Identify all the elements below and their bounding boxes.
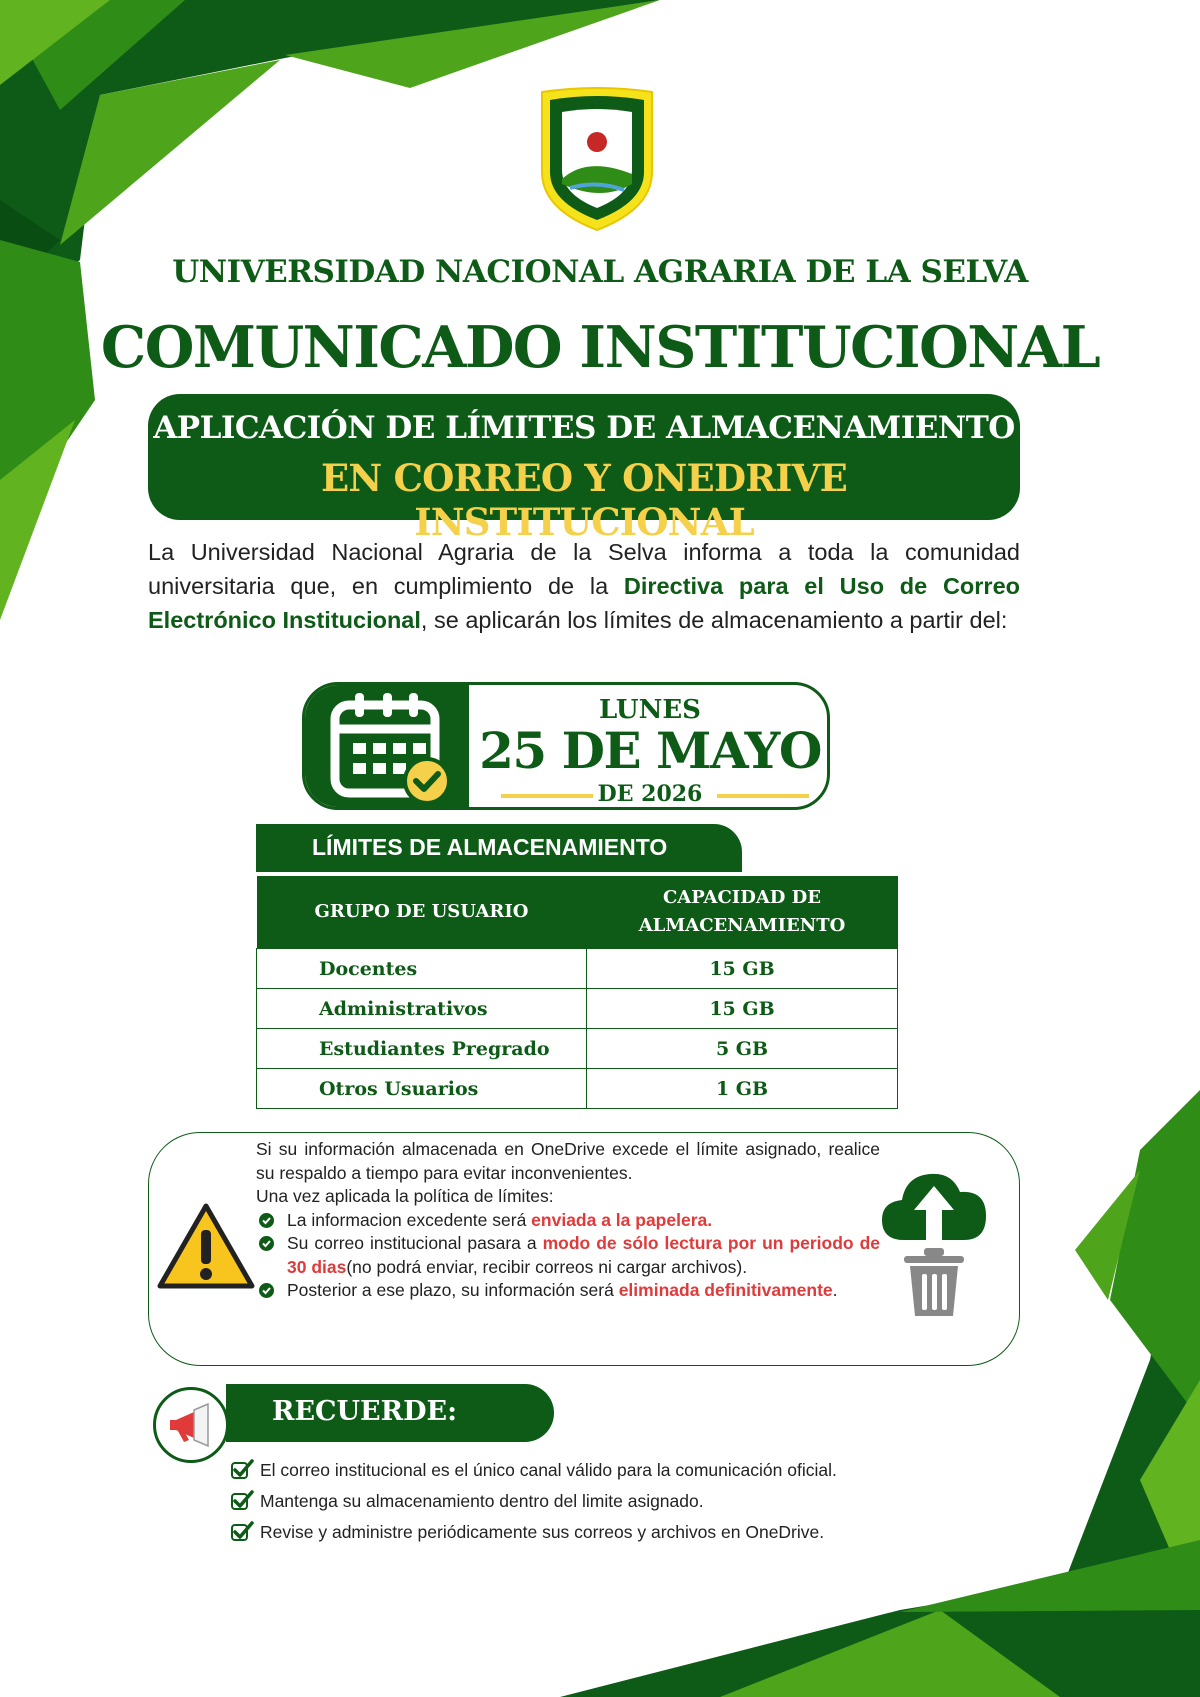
bullet-emphasis: enviada a la papelera. bbox=[531, 1209, 713, 1230]
table-row bbox=[257, 949, 898, 989]
banner-line-1: APLICACIÓN DE LÍMITES DE ALMACENAMIENTO bbox=[153, 410, 1015, 446]
capacity-value: 5 GB bbox=[587, 1029, 898, 1069]
remember-item-text: Mantenga su almacenamiento dentro del limite asignado. bbox=[260, 1491, 704, 1511]
list-item bbox=[230, 1458, 990, 1489]
capacity-header-line-2: ALMACENAMIENTO bbox=[638, 915, 846, 936]
bullet-emphasis: eliminada definitivamente bbox=[618, 1280, 833, 1300]
remember-banner bbox=[226, 1384, 554, 1442]
list-item bbox=[256, 1232, 880, 1279]
check-circle-icon bbox=[259, 1213, 274, 1228]
date-year: DE 2026 bbox=[597, 781, 703, 807]
intro-paragraph bbox=[148, 535, 1020, 637]
capacity-header-line-1: CAPACIDAD DE bbox=[662, 887, 821, 908]
column-header-capacity bbox=[587, 876, 898, 949]
date-weekday: LUNES bbox=[599, 695, 701, 725]
column-header-group: GRUPO DE USUARIO bbox=[257, 876, 587, 949]
user-group: Docentes bbox=[257, 949, 587, 989]
user-group: Estudiantes Pregrado bbox=[257, 1029, 587, 1069]
warning-paragraph: Si su información almacenada en OneDrive excede el límite asignado, realice su respaldo a tiempo para evitar inconvenientes. bbox=[256, 1139, 880, 1183]
bullet-text-end: . bbox=[832, 1280, 838, 1300]
warning-text bbox=[256, 1138, 880, 1303]
user-group: Administrativos bbox=[257, 989, 587, 1029]
warning-bullets bbox=[256, 1209, 880, 1303]
date-card bbox=[302, 682, 830, 810]
warning-policy-intro: Una vez aplicada la política de límites: bbox=[256, 1186, 554, 1206]
remember-item-text: El correo institucional es el único canal válido para la comunicación oficial. bbox=[260, 1460, 837, 1480]
checkmark-icon bbox=[230, 1521, 254, 1543]
remember-item-text: Revise y administre periódicamente sus correos y archivos en OneDrive. bbox=[260, 1522, 825, 1542]
capacity-value: 15 GB bbox=[587, 949, 898, 989]
cloud-upload-trash-icon bbox=[878, 1160, 990, 1322]
storage-limits-table bbox=[256, 876, 898, 1109]
remember-title: RECUERDE: bbox=[272, 1396, 458, 1427]
capacity-value: 1 GB bbox=[587, 1069, 898, 1109]
limits-tab-label: LÍMITES DE ALMACENAMIENTO bbox=[312, 834, 668, 860]
check-circle-icon bbox=[259, 1236, 274, 1251]
table-row bbox=[257, 1069, 898, 1109]
megaphone-icon bbox=[156, 1390, 226, 1460]
list-item bbox=[256, 1279, 880, 1303]
university-crest-icon bbox=[532, 84, 662, 234]
check-circle-icon bbox=[259, 1283, 274, 1298]
list-item bbox=[230, 1520, 990, 1551]
checkmark-icon bbox=[230, 1490, 254, 1512]
megaphone-badge bbox=[153, 1387, 229, 1463]
bullet-text-end: (no podrá enviar, recibir correos ni cargar archivos). bbox=[346, 1256, 748, 1277]
list-item bbox=[256, 1209, 880, 1233]
table-row bbox=[257, 1029, 898, 1069]
date-icon-panel bbox=[305, 685, 469, 810]
directive-name: Directiva para el Uso de Correo Electrónico Institucional bbox=[148, 573, 1020, 633]
user-group: Otros Usuarios bbox=[257, 1069, 587, 1109]
warning-triangle-icon bbox=[156, 1202, 256, 1292]
bullet-emphasis: modo de sólo lectura por un periodo de 30 dias bbox=[287, 1233, 881, 1277]
bullet-text: La informacion excedente será bbox=[287, 1209, 532, 1230]
table-row bbox=[257, 989, 898, 1029]
bullet-text: Su correo institucional pasara a bbox=[287, 1233, 543, 1253]
remember-list bbox=[230, 1458, 990, 1551]
bullet-text: Posterior a ese plazo, su información será bbox=[287, 1280, 619, 1300]
intro-text: La Universidad Nacional Agraria de la Selva informa a toda la comunidad universitaria que, en cumplimiento de la bbox=[148, 539, 1020, 599]
page-title: COMUNICADO INSTITUCIONAL bbox=[100, 314, 1100, 381]
list-item bbox=[230, 1489, 990, 1520]
university-name: UNIVERSIDAD NACIONAL AGRARIA DE LA SELVA bbox=[172, 254, 1028, 290]
title-banner bbox=[148, 394, 1020, 544]
banner-line-2: EN CORREO Y ONEDRIVE INSTITUCIONAL bbox=[321, 456, 847, 544]
calendar-check-icon bbox=[305, 685, 469, 810]
limits-tab bbox=[256, 824, 742, 872]
capacity-value: 15 GB bbox=[587, 989, 898, 1029]
table-header-row bbox=[257, 876, 898, 949]
intro-text-end: , se aplicarán los límites de almacenamiento a partir del: bbox=[420, 607, 1008, 633]
checkmark-icon bbox=[230, 1459, 254, 1481]
date-day-month: 25 DE MAYO bbox=[479, 721, 821, 780]
